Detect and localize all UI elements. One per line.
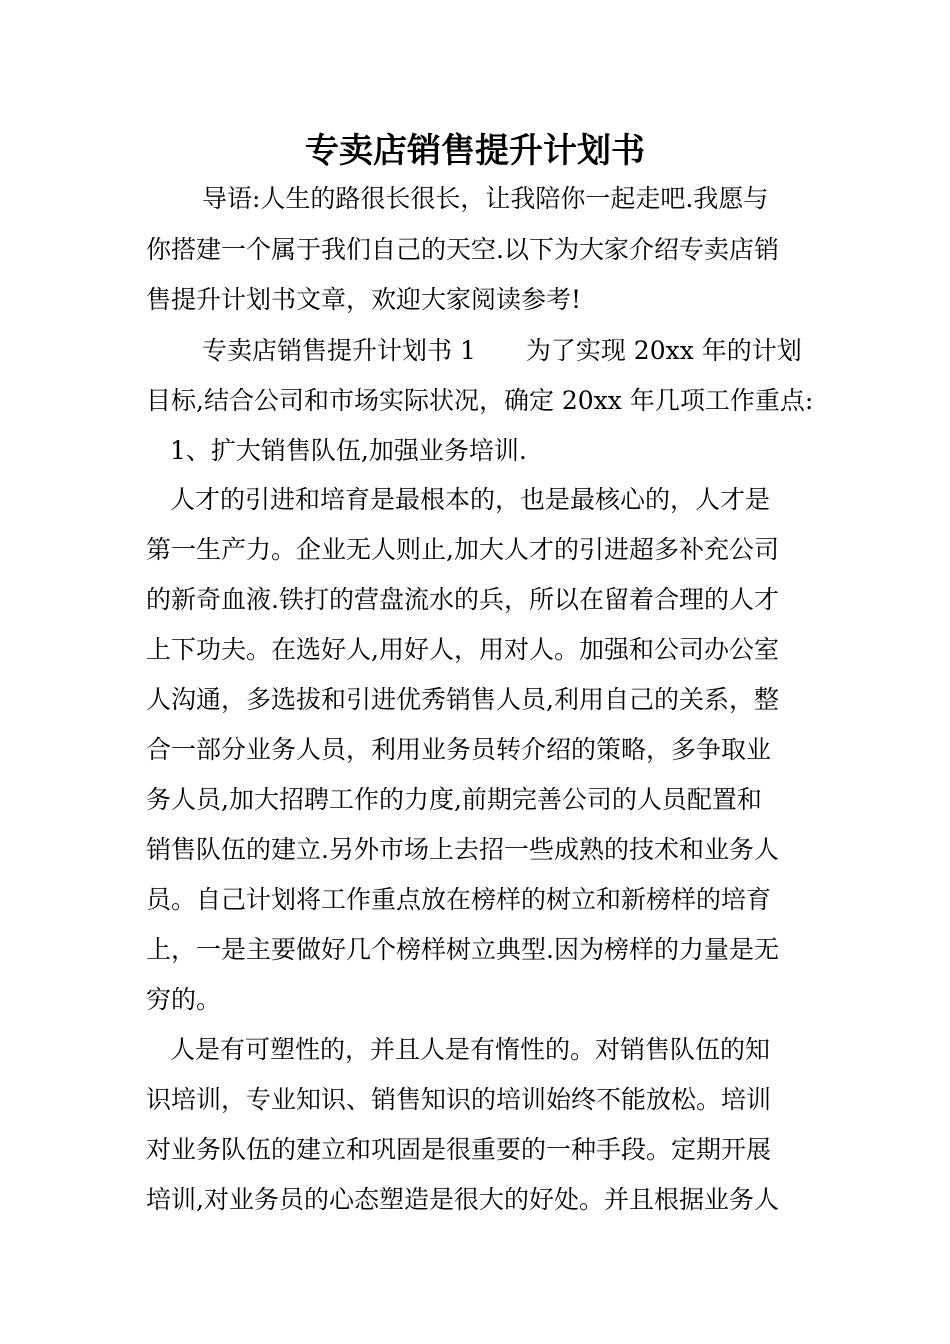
numbered-item-1: 1、扩大销售队伍,加强业务培训. — [170, 436, 527, 465]
body-line: 穷的。 — [146, 985, 222, 1014]
body-line: 第一生产力。企业无人则止,加大人才的引进超多补充公司 — [146, 535, 779, 564]
intro-line-1: 导语:人生的路很长很长，让我陪你一起走吧.我愿与 — [202, 184, 769, 213]
body-line: 的新奇血液.铁打的营盘流水的兵，所以在留着合理的人才 — [146, 585, 779, 614]
body-line: 识培训，专业知识、销售知识的培训始终不能放松。培训 — [146, 1085, 772, 1114]
document-title: 专卖店销售提升计划书 — [305, 131, 645, 171]
body-line: 培训,对业务员的心态塑造是很大的好处。并且根据业务人 — [146, 1185, 779, 1214]
body-line: 销售队伍的建立.另外市场上去招一些成熟的技术和业务人 — [146, 835, 779, 864]
body-line: 对业务队伍的建立和巩固是很重要的一种手段。定期开展 — [146, 1135, 772, 1164]
body-line: 上，一是主要做好几个榜样树立典型.因为榜样的力量是无 — [146, 935, 779, 964]
body-line: 务人员,加大招聘工作的力度,前期完善公司的人员配置和 — [146, 785, 762, 814]
body-line: 人才的引进和培育是最根本的，也是最核心的，人才是 — [170, 485, 771, 514]
body-line: 目标,结合公司和市场实际状况，确定 20xx 年几项工作重点: — [146, 386, 814, 415]
intro-line-3: 售提升计划书文章，欢迎大家阅读参考! — [146, 285, 582, 314]
section-heading-line: 专卖店销售提升计划书 1 为了实现 20xx 年的计划 — [202, 336, 802, 365]
body-line: 人沟通，多选拔和引进优秀销售人员,利用自己的关系，整 — [146, 685, 779, 714]
body-line: 人是有可塑性的，并且人是有惰性的。对销售队伍的知 — [170, 1035, 771, 1064]
body-line: 上下功夫。在选好人,用好人，用对人。加强和公司办公室 — [146, 635, 779, 664]
intro-line-2: 你搭建一个属于我们自己的天空.以下为大家介绍专卖店销 — [146, 235, 779, 264]
body-line: 员。自己计划将工作重点放在榜样的树立和新榜样的培育 — [146, 885, 772, 914]
body-line: 合一部分业务人员，利用业务员转介绍的策略，多争取业 — [146, 735, 772, 764]
